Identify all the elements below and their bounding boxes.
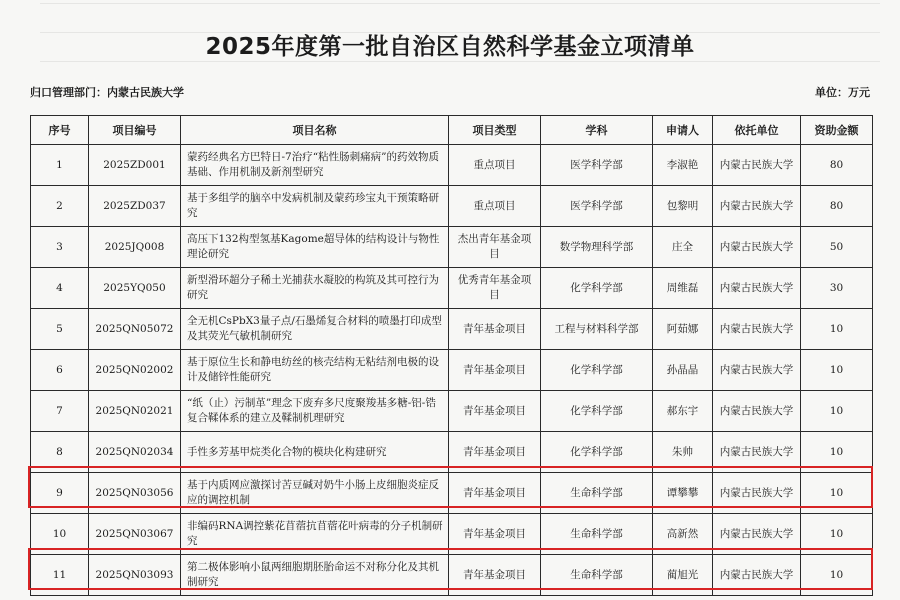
- cell-no: 6: [31, 350, 89, 391]
- cell-applicant: 谭攀攀: [653, 473, 713, 514]
- cell-unit: 内蒙古民族大学: [713, 145, 801, 186]
- cell-applicant: 朱帅: [653, 432, 713, 473]
- cell-name: 全无机CsPbX3量子点/石墨烯复合材料的喷墨打印成型及其荧光气敏机制研究: [181, 309, 449, 350]
- unit-label: 单位：万元: [815, 86, 870, 99]
- header-amount: 资助金额: [801, 116, 873, 145]
- cell-code: 2025QN02021: [89, 391, 181, 432]
- table-row: [31, 186, 873, 227]
- cell-unit: 内蒙古民族大学: [713, 227, 801, 268]
- cell-subject: 数学物理科学部: [541, 227, 653, 268]
- cell-type: 重点项目: [449, 145, 541, 186]
- cell-code: 2025JQ008: [89, 227, 181, 268]
- cell-code: 2025YQ050: [89, 268, 181, 309]
- cell-subject: 工程与材料科学部: [541, 309, 653, 350]
- table-row: [31, 268, 873, 309]
- cell-no: 5: [31, 309, 89, 350]
- cell-type: 优秀青年基金项目: [449, 268, 541, 309]
- cell-type: 杰出青年基金项目: [449, 227, 541, 268]
- table-row: [31, 473, 873, 514]
- table-row: [31, 555, 873, 596]
- cell-name: 基于多组学的脑卒中发病机制及蒙药珍宝丸干预策略研究: [181, 186, 449, 227]
- cell-unit: 内蒙古民族大学: [713, 268, 801, 309]
- cell-type: 青年基金项目: [449, 309, 541, 350]
- cell-subject: 生命科学部: [541, 473, 653, 514]
- header-code: 项目编号: [89, 116, 181, 145]
- cell-applicant: 郝东宇: [653, 391, 713, 432]
- cell-type: 青年基金项目: [449, 350, 541, 391]
- cell-amount: 10: [801, 432, 873, 473]
- table-row: [31, 391, 873, 432]
- cell-subject: 化学科学部: [541, 350, 653, 391]
- cell-amount: 30: [801, 268, 873, 309]
- cell-amount: 10: [801, 473, 873, 514]
- cell-no: 1: [31, 145, 89, 186]
- cell-type: 青年基金项目: [449, 473, 541, 514]
- cell-applicant: 包黎明: [653, 186, 713, 227]
- cell-name: 基于原位生长和静电纺丝的核壳结构无粘结剂电极的设计及储锌性能研究: [181, 350, 449, 391]
- cell-unit: 内蒙古民族大学: [713, 432, 801, 473]
- cell-unit: 内蒙古民族大学: [713, 350, 801, 391]
- cell-unit: 内蒙古民族大学: [713, 391, 801, 432]
- cell-no: 2: [31, 186, 89, 227]
- cell-subject: 生命科学部: [541, 514, 653, 555]
- cell-code: 2025ZD001: [89, 145, 181, 186]
- cell-amount: 10: [801, 391, 873, 432]
- cell-code: 2025QN03067: [89, 514, 181, 555]
- cell-applicant: 孙晶晶: [653, 350, 713, 391]
- cell-amount: 10: [801, 350, 873, 391]
- page-title: 2025年度第一批自治区自然科学基金立项清单: [205, 34, 695, 60]
- cell-subject: 医学科学部: [541, 186, 653, 227]
- cell-unit: 内蒙古民族大学: [713, 473, 801, 514]
- cell-name: 高压下132构型氢基Kagome超导体的结构设计与物性理论研究: [181, 227, 449, 268]
- cell-type: 青年基金项目: [449, 514, 541, 555]
- table-row: [31, 432, 873, 473]
- cell-name: 手性多芳基甲烷类化合物的模块化构建研究: [181, 432, 449, 473]
- cell-no: 9: [31, 473, 89, 514]
- cell-subject: 化学科学部: [541, 268, 653, 309]
- header-no: 序号: [31, 116, 89, 145]
- department-label: 归口管理部门：内蒙古民族大学: [30, 86, 184, 99]
- cell-subject: 化学科学部: [541, 391, 653, 432]
- cell-name: 蒙药经典名方巴特日-7治疗“粘性肠刺痛病”的药效物质基础、作用机制及新剂型研究: [181, 145, 449, 186]
- header-applicant: 申请人: [653, 116, 713, 145]
- cell-no: 11: [31, 555, 89, 596]
- cell-amount: 10: [801, 309, 873, 350]
- header-unit: 依托单位: [713, 116, 801, 145]
- cell-type: 重点项目: [449, 186, 541, 227]
- cell-type: 青年基金项目: [449, 391, 541, 432]
- cell-code: 2025QN02034: [89, 432, 181, 473]
- cell-unit: 内蒙古民族大学: [713, 186, 801, 227]
- header-name: 项目名称: [181, 116, 449, 145]
- cell-applicant: 李淑艳: [653, 145, 713, 186]
- cell-applicant: 阿茹娜: [653, 309, 713, 350]
- cell-no: 8: [31, 432, 89, 473]
- cell-name: “纸（止）污制革”理念下废弃多尺度聚羧基多糖-铝-锆复合鞣体系的建立及鞣制机理研究: [181, 391, 449, 432]
- table-row: [31, 309, 873, 350]
- cell-name: 基于内质网应激探讨苦豆碱对奶牛小肠上皮细胞炎症反应的调控机制: [181, 473, 449, 514]
- cell-applicant: 高新然: [653, 514, 713, 555]
- cell-subject: 生命科学部: [541, 555, 653, 596]
- cell-subject: 化学科学部: [541, 432, 653, 473]
- cell-name: 第二极体影响小鼠两细胞期胚胎命运不对称分化及其机制研究: [181, 555, 449, 596]
- cell-amount: 10: [801, 555, 873, 596]
- cell-amount: 50: [801, 227, 873, 268]
- table-header-row: [31, 116, 873, 145]
- cell-applicant: 庄全: [653, 227, 713, 268]
- project-table: [30, 115, 873, 596]
- cell-name: 新型滑环超分子稀土光捕获水凝胶的构筑及其可控行为研究: [181, 268, 449, 309]
- cell-no: 10: [31, 514, 89, 555]
- cell-amount: 80: [801, 186, 873, 227]
- cell-subject: 医学科学部: [541, 145, 653, 186]
- cell-unit: 内蒙古民族大学: [713, 309, 801, 350]
- cell-applicant: 蔺旭光: [653, 555, 713, 596]
- cell-code: 2025QN03056: [89, 473, 181, 514]
- cell-unit: 内蒙古民族大学: [713, 555, 801, 596]
- table-row: [31, 514, 873, 555]
- cell-name: 非编码RNA调控紫花苜蓿抗苜蓿花叶病毒的分子机制研究: [181, 514, 449, 555]
- cell-no: 7: [31, 391, 89, 432]
- cell-code: 2025ZD037: [89, 186, 181, 227]
- cell-code: 2025QN05072: [89, 309, 181, 350]
- header-subject: 学科: [541, 116, 653, 145]
- cell-no: 4: [31, 268, 89, 309]
- cell-type: 青年基金项目: [449, 555, 541, 596]
- cell-amount: 10: [801, 514, 873, 555]
- header-type: 项目类型: [449, 116, 541, 145]
- cell-code: 2025QN02002: [89, 350, 181, 391]
- table-row: [31, 227, 873, 268]
- table-row: [31, 145, 873, 186]
- cell-applicant: 周维磊: [653, 268, 713, 309]
- cell-amount: 80: [801, 145, 873, 186]
- table-row: [31, 350, 873, 391]
- cell-unit: 内蒙古民族大学: [713, 514, 801, 555]
- cell-code: 2025QN03093: [89, 555, 181, 596]
- cell-type: 青年基金项目: [449, 432, 541, 473]
- cell-no: 3: [31, 227, 89, 268]
